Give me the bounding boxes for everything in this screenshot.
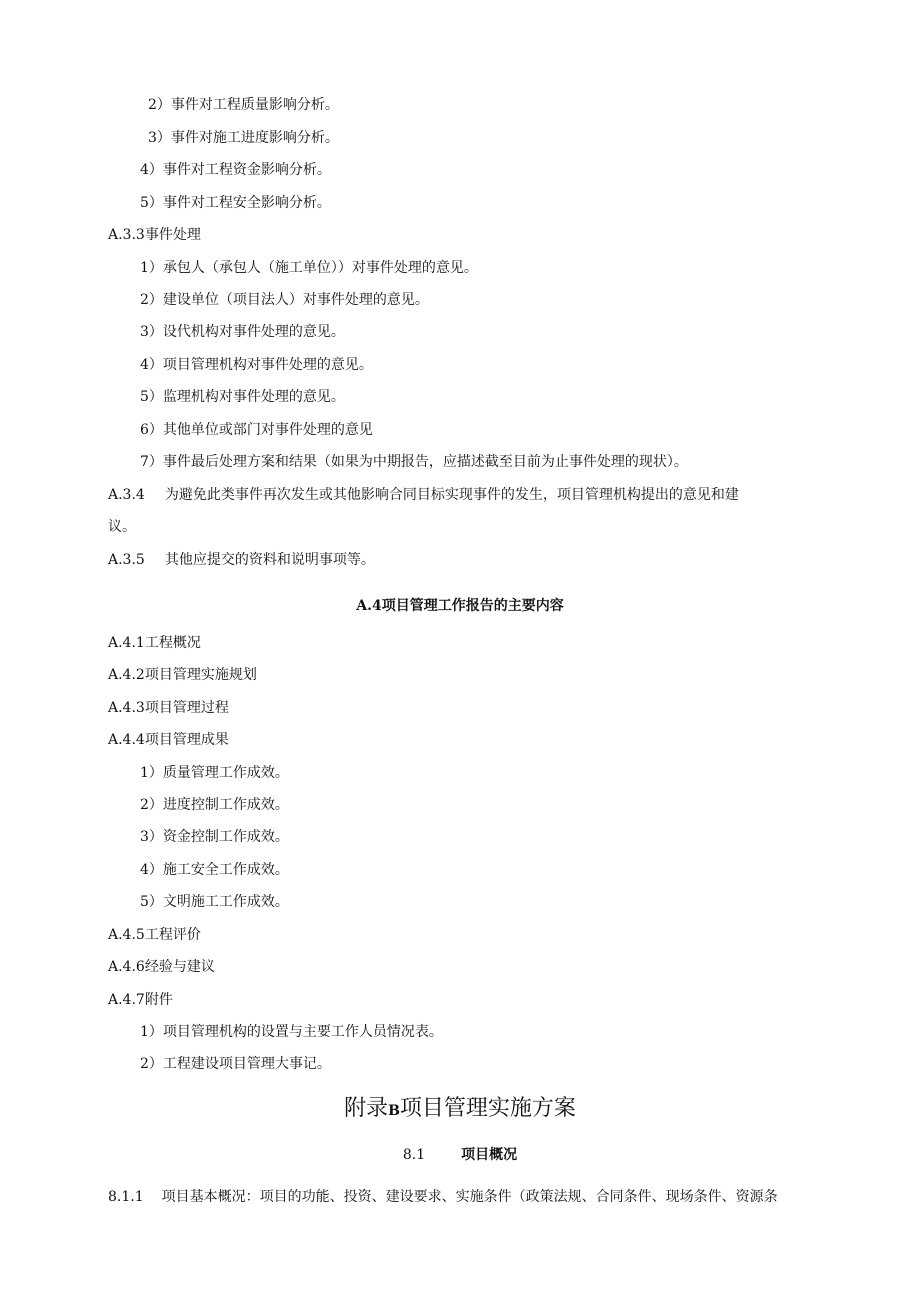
list-item: 3）资金控制工作成效。 xyxy=(140,829,289,845)
section-title-a4: A.4项目管理工作报告的主要内容 xyxy=(356,598,564,614)
list-item: 4）施工安全工作成效。 xyxy=(140,862,289,878)
clause-text: 项目基本概况：项目的功能、投资、建设要求、实施条件（政策法规、合同条件、现场条件、资源条 xyxy=(161,1189,778,1205)
appendix-letter: B xyxy=(388,1103,400,1119)
paragraph-811 xyxy=(108,1188,778,1206)
list-item: 3）设代机构对事件处理的意见。 xyxy=(140,324,345,340)
section-number: 8.1 xyxy=(402,1147,426,1163)
clause-number: 8.1.1 xyxy=(108,1189,144,1205)
heading-a42: A.4.2项目管理实施规划 xyxy=(108,667,257,683)
appendix-name: 项目管理实施方案 xyxy=(399,1096,576,1121)
list-item: 1）项目管理机构的设置与主要工作人员情况表。 xyxy=(140,1024,443,1040)
appendix-prefix: 附录 xyxy=(344,1096,389,1121)
heading-a45: A.4.5工程评价 xyxy=(108,927,201,943)
list-item: 2）进度控制工作成效。 xyxy=(140,797,289,813)
list-item: 3）事件对施工进度影响分析。 xyxy=(148,130,339,146)
list-item: 6）其他单位或部门对事件处理的意见 xyxy=(140,422,373,438)
heading-a46: A.4.6经验与建议 xyxy=(108,959,215,975)
paragraph-a34-continuation: 议。 xyxy=(108,519,136,535)
list-item: 2）工程建设项目管理大事记。 xyxy=(140,1056,331,1072)
paragraph-a34 xyxy=(108,486,739,504)
list-item: 4）事件对工程资金影响分析。 xyxy=(140,162,331,178)
paragraph-a35 xyxy=(108,551,375,569)
heading-a41: A.4.1工程概况 xyxy=(108,635,201,651)
heading-a47: A.4.7附件 xyxy=(108,992,173,1008)
list-item: 4）项目管理机构对事件处理的意见。 xyxy=(140,357,373,373)
clause-text: 为避免此类事件再次发生或其他影响合同目标实现事件的发生，项目管理机构提出的意见和建 xyxy=(164,487,739,503)
list-item: 2）建设单位（项目法人）对事件处理的意见。 xyxy=(140,292,429,308)
clause-text: 其他应提交的资料和说明事项等。 xyxy=(164,552,375,568)
heading-a43: A.4.3项目管理过程 xyxy=(108,700,229,716)
list-item: 5）文明施工工作成效。 xyxy=(140,894,289,910)
list-item: 5）事件对工程安全影响分析。 xyxy=(140,195,331,211)
clause-number: A.3.4 xyxy=(108,487,145,503)
list-item: 1）质量管理工作成效。 xyxy=(140,765,289,781)
list-item: 7）事件最后处理方案和结果（如果为中期报告，应描述截至目前为止事件处理的现状）。 xyxy=(140,454,688,470)
section-heading-a33: A.3.3事件处理 xyxy=(108,227,201,243)
list-item: 5）监理机构对事件处理的意见。 xyxy=(140,389,345,405)
appendix-title xyxy=(0,1095,920,1125)
list-item: 1）承包人（承包人（施工单位））对事件处理的意见。 xyxy=(140,260,478,276)
clause-number: A.3.5 xyxy=(108,552,145,568)
section-title: 项目概况 xyxy=(461,1147,518,1163)
section-81-heading xyxy=(0,1146,920,1164)
list-item: 2）事件对工程质量影响分析。 xyxy=(148,97,339,113)
heading-a44: A.4.4项目管理成果 xyxy=(108,732,229,748)
